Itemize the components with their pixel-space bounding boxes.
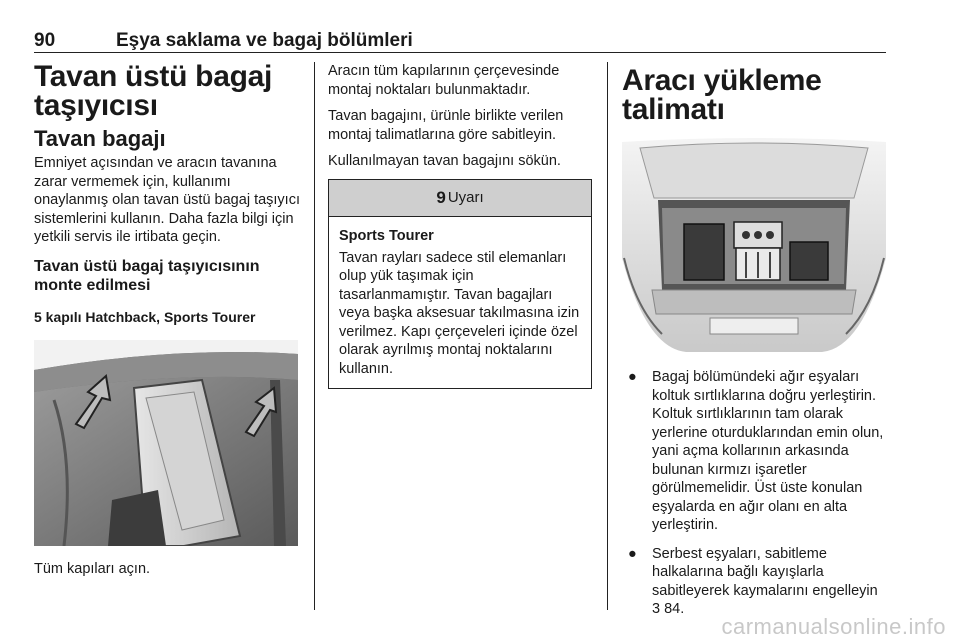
list-item	[622, 545, 886, 619]
paragraph-mounting-points: Aracın tüm kapılarının çerçevesinde montaj noktaları bulunmaktadır.	[328, 63, 560, 98]
watermark: carmanualsonline.info	[721, 614, 946, 639]
list-item-text: Bagaj bölümündeki ağır eşyaları koltuk sırtlıklarına doğru yerleştirin. Koltuk sırtlıklarının tam olarak yerlerine oturduklarından emin olun, yani açma kollarının arkasında bulunan kırmızı işaretler görülmemelidir. Üst üste konulan eşyalarda en ağır olanı en alta yerleştirin.	[652, 369, 884, 533]
page-reference-icon: 3	[652, 601, 661, 617]
heading-mounting: Tavan üstü bagaj taşıyıcısının monte edilmesi	[34, 257, 260, 294]
warning-box	[328, 179, 592, 390]
bullet-icon: ●	[628, 369, 637, 385]
page-header	[34, 30, 886, 53]
door-frame-illustration	[34, 340, 298, 546]
paragraph-install: Tavan bagajını, ürünle birlikte verilen montaj talimatlarına göre sabitleyin.	[328, 108, 564, 143]
warning-body	[329, 217, 591, 389]
column-2	[328, 62, 592, 389]
warning-icon: 9	[436, 187, 446, 207]
trunk-loading-illustration	[622, 138, 886, 352]
paragraph-remove: Kullanılmayan tavan bagajını sökün.	[328, 153, 561, 169]
column-1	[34, 62, 300, 578]
heading-variants: 5 kapılı Hatchback, Sports Tourer	[34, 308, 256, 325]
column-divider-1	[314, 62, 315, 610]
list-item-text: Serbest eşyaları, sabitleme halkalarına bağlı kayışlarla sabitleyerek kaymalarını engelleyin	[652, 545, 878, 599]
warning-title: Sports Tourer	[339, 227, 434, 244]
intro-paragraph: Emniyet açısından ve aracın tavanına zarar vermemek için, kullanımı onaylanmış olan tavan üstü bagaj taşıyıcı sistemlerini kullanın. Daha fazla bilgi için yetkili servis ile irtibata geçin.	[34, 155, 300, 245]
column-3	[622, 62, 886, 629]
section-title: Eşya saklama ve bagaj bölümleri	[116, 30, 413, 51]
heading-roof-carrier: Tavan üstü bagaj taşıyıcısı	[34, 60, 273, 122]
loading-instructions-list	[622, 368, 886, 619]
image-caption: Tüm kapıları açın.	[34, 560, 151, 577]
heading-roof-rack: Tavan bagajı	[34, 126, 166, 151]
heading-loading: Aracı yükleme talimatı	[622, 64, 822, 126]
list-item	[622, 368, 886, 535]
page-number: 90	[34, 30, 56, 51]
bullet-icon: ●	[628, 545, 637, 562]
warning-text: Tavan rayları sadece stil elemanları olup yük taşımak için tasarlanmamıştır. Tavan bagajları veya başka aksesuar takılmasına izin verilmez. Kapı çerçeveleri içinde özel olarak ayrılmış montaj noktalarını kullanın.	[339, 249, 580, 377]
warning-label: Uyarı	[447, 189, 484, 206]
column-divider-2	[607, 62, 608, 610]
warning-header	[329, 180, 591, 217]
page-reference-link[interactable]: 84.	[664, 601, 685, 617]
